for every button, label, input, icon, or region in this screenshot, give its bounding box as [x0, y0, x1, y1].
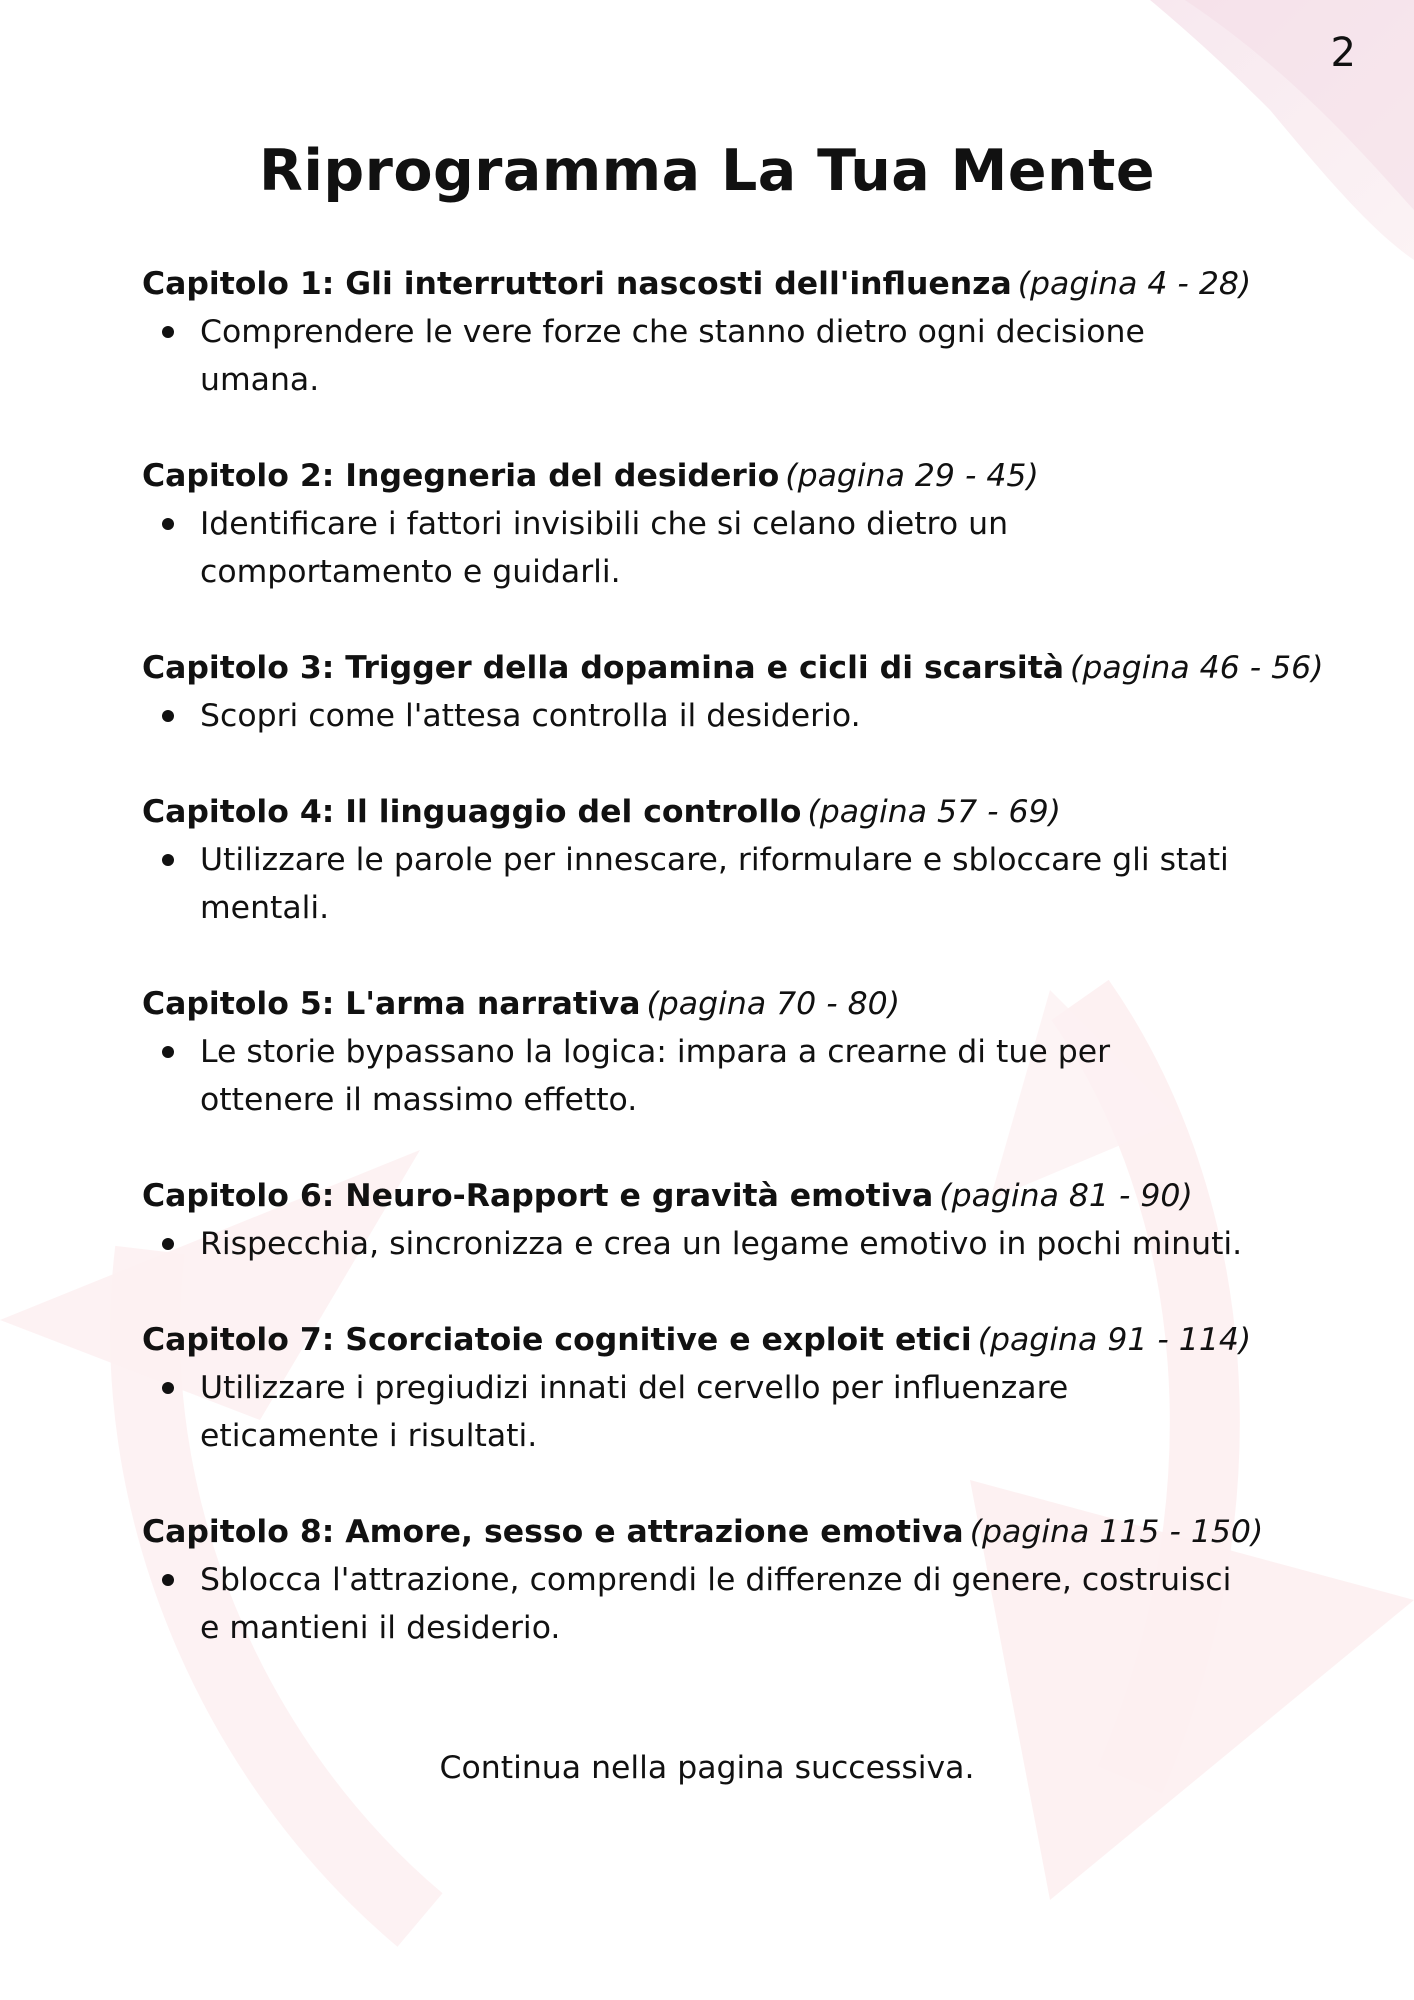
chapter-description-text: Scopri come l'attesa controlla il desiderio.	[200, 698, 861, 734]
chapter-page-range: (pagina 81 - 90)	[939, 1178, 1193, 1214]
chapter-title: Capitolo 8: Amore, sesso e attrazione emotiva	[142, 1514, 964, 1550]
bullet-icon	[162, 710, 174, 722]
bullet-icon	[162, 1046, 174, 1058]
bullet-icon	[162, 518, 174, 530]
bullet-icon	[162, 1238, 174, 1250]
chapter-page-range: (pagina 70 - 80)	[646, 986, 900, 1022]
chapter-item	[142, 452, 1292, 596]
chapter-description	[142, 500, 1250, 596]
chapter-heading	[142, 1316, 1292, 1364]
chapter-page-range: (pagina 4 - 28)	[1017, 266, 1252, 302]
chapter-item	[142, 788, 1292, 932]
chapter-description-text: Comprendere le vere forze che stanno dietro ogni decisione umana.	[200, 314, 1145, 398]
chapter-title: Capitolo 5: L'arma narrativa	[142, 986, 641, 1022]
chapter-heading	[142, 260, 1292, 308]
page-number: 2	[1330, 30, 1356, 76]
chapter-heading	[142, 788, 1292, 836]
chapter-page-range: (pagina 57 - 69)	[807, 794, 1061, 830]
chapter-description-text: Rispecchia, sincronizza e crea un legame emotivo in pochi minuti.	[200, 1226, 1243, 1262]
chapter-heading	[142, 1172, 1292, 1220]
chapter-item	[142, 644, 1324, 740]
bullet-icon	[162, 1574, 174, 1586]
chapter-title: Capitolo 6: Neuro-Rapport e gravità emotiva	[142, 1178, 934, 1214]
chapter-description-text: Utilizzare le parole per innescare, riformulare e sbloccare gli stati mentali.	[200, 842, 1229, 926]
chapter-description	[142, 1556, 1250, 1652]
chapter-item	[142, 980, 1292, 1124]
chapter-title: Capitolo 7: Scorciatoie cognitive e exploit etici	[142, 1322, 972, 1358]
chapter-heading	[142, 1508, 1292, 1556]
chapter-description	[142, 1220, 1250, 1268]
chapter-description	[142, 1028, 1250, 1124]
chapter-description	[142, 308, 1250, 404]
chapter-page-range: (pagina 46 - 56)	[1070, 650, 1324, 686]
chapter-description	[142, 836, 1250, 932]
chapter-page-range: (pagina 115 - 150)	[969, 1514, 1264, 1550]
chapter-description	[142, 1364, 1250, 1460]
chapter-item	[142, 1508, 1292, 1652]
chapter-item	[142, 1172, 1292, 1268]
chapter-title: Capitolo 4: Il linguaggio del controllo	[142, 794, 802, 830]
chapter-description-text: Identificare i fattori invisibili che si celano dietro un comportamento e guidarli.	[200, 506, 1009, 590]
chapter-description-text: Sblocca l'attrazione, comprendi le differenze di genere, costruisci e mantieni il desiderio.	[200, 1562, 1232, 1646]
bullet-icon	[162, 326, 174, 338]
bullet-icon	[162, 854, 174, 866]
document-title: Riprogramma La Tua Mente	[259, 138, 1155, 204]
chapter-title: Capitolo 1: Gli interruttori nascosti dell'influenza	[142, 266, 1012, 302]
continue-note: Continua nella pagina successiva.	[439, 1750, 975, 1786]
chapter-page-range: (pagina 91 - 114)	[977, 1322, 1252, 1358]
chapter-title: Capitolo 2: Ingegneria del desiderio	[142, 458, 780, 494]
chapter-heading	[142, 980, 1292, 1028]
chapter-item	[142, 260, 1292, 404]
chapter-description-text: Utilizzare i pregiudizi innati del cervello per influenzare eticamente i risultati.	[200, 1370, 1069, 1454]
bullet-icon	[162, 1382, 174, 1394]
chapter-heading	[142, 452, 1292, 500]
chapter-page-range: (pagina 29 - 45)	[785, 458, 1039, 494]
chapter-list	[142, 260, 1324, 1652]
chapter-description	[142, 692, 1250, 740]
chapter-title: Capitolo 3: Trigger della dopamina e cicli di scarsità	[142, 650, 1065, 686]
chapter-heading	[142, 644, 1324, 692]
chapter-description-text: Le storie bypassano la logica: impara a crearne di tue per ottenere il massimo effetto.	[200, 1034, 1111, 1118]
chapter-item	[142, 1316, 1292, 1460]
